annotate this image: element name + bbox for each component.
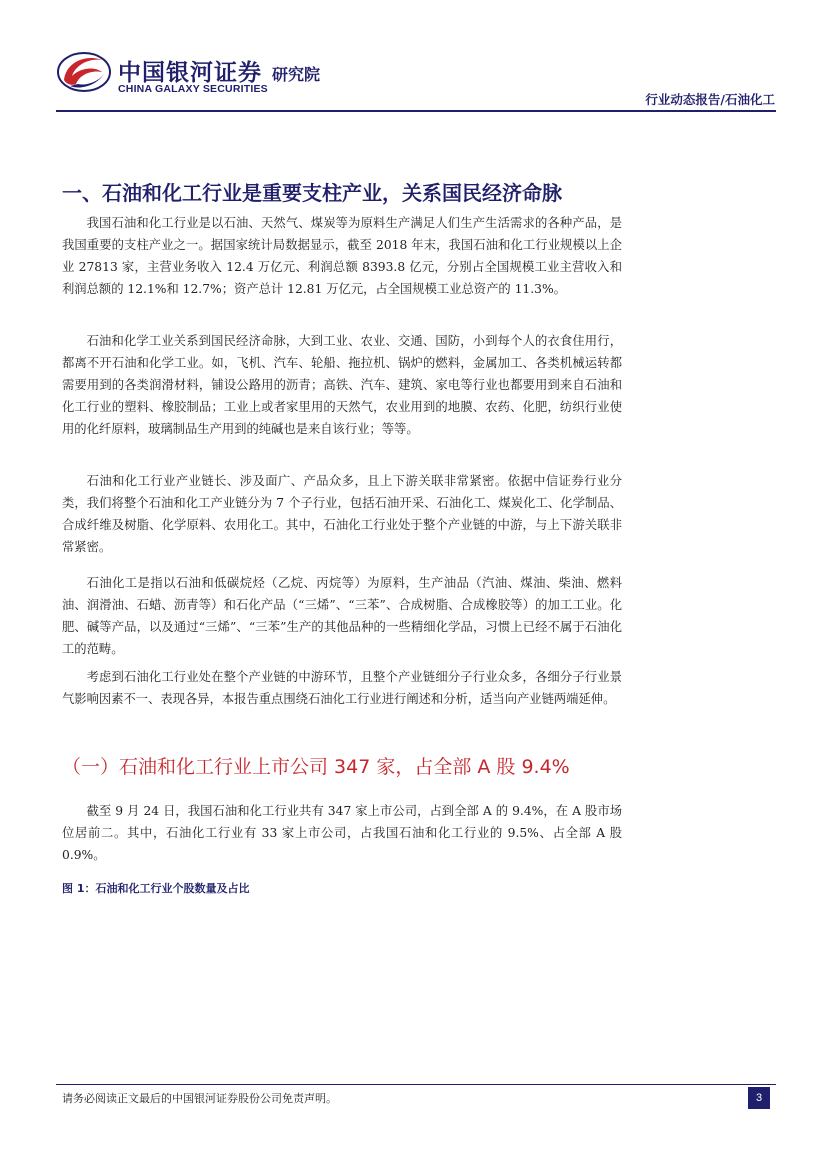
logo-department: 研究院 <box>272 65 321 84</box>
header-divider <box>56 110 776 112</box>
page-number: 3 <box>748 1087 770 1109</box>
footer-divider <box>56 1084 776 1085</box>
paragraph-sub-industries: 石油和化工行业产业链长、涉及面广、产品众多，且上下游关联非常紧密。依据中信证券行业分类，我们将整个石油和化工产业链分为 7 个子行业，包括石油开采、石油化工、煤炭化工、化学制品、合成纤维及树脂、化学原料、农用化工。其中，石油化工行业处于整个产业链的中游，与上下游关联非常紧密。 <box>62 474 622 554</box>
subsection-heading: （一）石油和化工行业上市公司 347 家，占全部 A 股 9.4% <box>62 756 570 778</box>
paragraph-listed-companies: 截至 9 月 24 日，我国石油和化工行业共有 347 家上市公司，占到全部 A 的 9.4%，在 A 股市场位居前二。其中，石油化工行业有 33 家上市公司，占我国石油和化工行业的 9.5%、占全部 A 股 0.9%。 <box>62 804 622 862</box>
figure-caption: 图 1：石油和化工行业个股数量及占比 <box>62 882 250 895</box>
paragraph-petrochemical-definition: 石油化工是指以石油和低碳烷烃（乙烷、丙烷等）为原料，生产油品（汽油、煤油、柴油、燃料油、润滑油、石蜡、沥青等）和石化产品（“三烯”、“三苯”、合成树脂、合成橡胶等）的加工工业。化肥、碱等产品，以及通过“三烯”、“三苯”生产的其他品种的一些精细化学品，习惯上已经不属于石油化工的范畴。 <box>62 576 622 656</box>
paragraph-industry-overview: 我国石油和化工行业是以石油、天然气、煤炭等为原料生产满足人们生产生活需求的各种产品，是我国重要的支柱产业之一。据国家统计局数据显示，截至 2018 年末，我国石油和化工行业规模以上企业 27813 家，主营业务收入 12.4 万亿元、利润总额 8393.8 亿元，分别占全国规模工业主营收入和利润总额的 12.1%和 12.7%；资产总计 12.81 万亿元，占全国规模工业总资产的 11.3%。 <box>62 216 622 296</box>
report-type: 行业动态报告/石油化工 <box>645 92 775 107</box>
logo-company-name: 中国银河证券 <box>118 60 262 86</box>
logo-english-name: CHINA GALAXY SECURITIES <box>118 83 268 95</box>
paragraph-economic-lifeline: 石油和化学工业关系到国民经济命脉，大到工业、农业、交通、国防，小到每个人的衣食住用行，都离不开石油和化学工业。如，飞机、汽车、轮船、拖拉机、锅炉的燃料，金属加工、各类机械运转都需要用到的各类润滑材料，铺设公路用的沥青；高铁、汽车、建筑、家电等行业也都要用到来自石油和化工行业的塑料、橡胶制品；工业上或者家里用的天然气，农业用到的地膜、农药、化肥，纺织行业使用的化纤原料，玻璃制品生产用到的纯碱也是来自该行业；等等。 <box>62 334 622 436</box>
page-header <box>0 0 827 110</box>
section-heading: 一、石油和化工行业是重要支柱产业，关系国民经济命脉 <box>62 181 562 205</box>
china-galaxy-logo-icon <box>56 50 112 94</box>
paragraph-report-focus: 考虑到石油化工行业处在整个产业链的中游环节，且整个产业链细分子行业众多，各细分子行业景气影响因素不一、表现各异，本报告重点围绕石油化工行业进行阐述和分析，适当向产业链两端延伸。 <box>62 670 622 706</box>
disclaimer-text: 请务必阅读正文最后的中国银河证券股份公司免责声明。 <box>62 1092 337 1105</box>
